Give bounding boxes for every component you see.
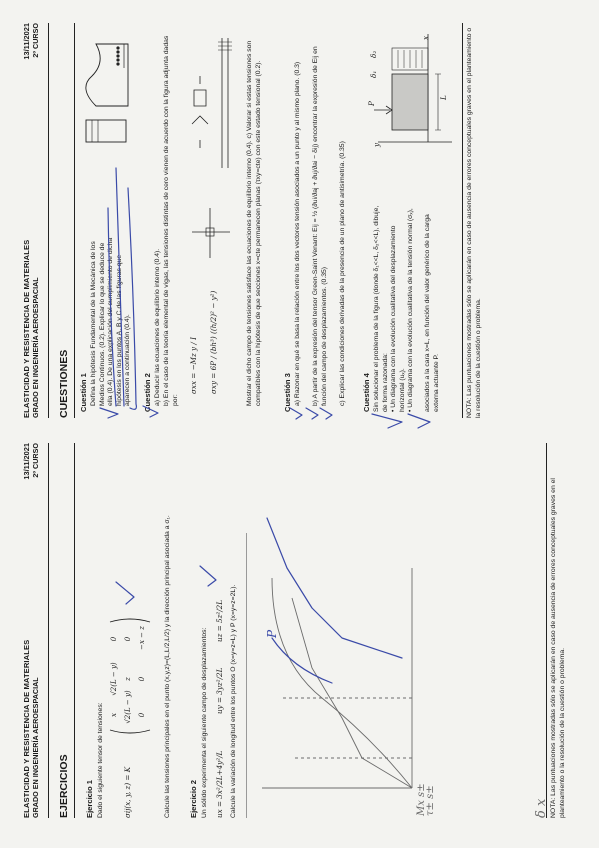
block-load-figure [368,30,458,150]
exercise-1-question: Calcule las tensiones principales en el punto (x,y,z)=(L,L/2,L/2) y la dirección principal asociada a σ₁. [164,515,171,818]
sigma-xy-equation: σxy = 6P / (bh³) ((h/2)² − y²) [209,290,218,394]
question-4-body [373,162,441,412]
question-2-b: b) En el caso de la teoría elemental de vigas, las tensiones distintas de cero vienen de acuerdo con la figura adjunta dadas por: [163,35,179,406]
matrix-cell: 0 [110,636,118,642]
question-1-line: Defina la hipótesis Fundamental de la Mecánica de los [90,241,97,406]
medium-figure [78,33,143,148]
fig-delta-2-label: δ₂ [369,50,378,58]
pen-annotations [252,478,422,818]
question-1-line: hipótesis en los puntos A, B y C de las figuras que [115,254,123,406]
question-1-line: aparecen a continuación (0.4). [124,314,132,406]
question-3-a: a) Razonar en qué se basa la relación entre los dos vectores tensión asociados a un punto y al mismo plano. (0.3) [294,61,301,406]
question-2-title: Cuestión 2 [143,373,152,412]
exam-date: 13/11/2021 [22,23,31,60]
matrix-cell: z [124,677,132,681]
footer-note: NOTA: Las puntuaciones mostradas sólo se aplicarán en caso de ausencia de errores conceptuales graves en el planteamiento o la resolución de la cuestión o problema. [550,478,566,818]
displacement-ux: ux = 3x²/2L+4y²/L [215,750,224,818]
question-1-line: ella (0.4). De una explicación del cumplimiento de dicha [107,237,115,406]
exercise-2-question: Calcule la variación de longitud entre los puntos O (x=y=z=L) y P (x=y=z=2L). [230,584,237,818]
exercise-2-intro: Un sólido experimenta el siguiente campo de desplazamientos: [201,627,208,818]
course-year: 2º CURSO [31,443,40,478]
matrix-cell: 0 [124,636,132,642]
header-divider [48,23,49,418]
question-4-line: Sin solucionar el problema de la figura (donde δ₁<<L, δ₂<<L), dibuje, [373,205,380,412]
question-3-title: Cuestión 3 [283,373,292,412]
question-3-c: c) Explicar las condiciones derivadas de la presencia de un plano de antisimetría. (0.35) [339,141,346,406]
check-mark-icon [142,404,162,418]
matrix-cell: √2(L − y) [110,662,118,696]
exercise-2-title: Ejercicio 2 [189,780,198,818]
footer-note: NOTA: Las puntuaciones mostradas sólo se aplicarán en caso de ausencia de errores conceptuales graves en el planteamiento o la resolución de la cuestión o problema. [466,27,482,418]
matrix-cell: −x − z [138,626,146,650]
question-4-line: externa actuante P. [432,353,440,412]
answer-divider [246,533,247,818]
displacement-uy: uy = 3yz²/2L [215,667,224,714]
fig-y-axis-label: y [372,142,381,147]
page-header [18,23,50,418]
pen-underline-annotations [78,158,138,418]
degree-subtitle: GRADO EN INGENIERÍA AEROESPACIAL [31,277,40,418]
section-title: EJERCICIOS [58,754,70,818]
question-4-line: de forma razonada: [381,353,389,412]
exam-date: 13/11/2021 [22,443,31,480]
matrix-cell: 0 [138,676,146,682]
handwritten-side-note: Mx s± τ± s± [416,783,436,816]
fig-x-axis-label: x [421,35,430,40]
exercise-1-intro: Dado el siguiente tensor de tensiones: [97,702,104,818]
degree-subtitle: GRADO EN INGENIERÍA AEROESPACIAL [31,677,40,818]
spacer [416,162,424,412]
course-title: ELASTICIDAD Y RESISTENCIA DE MATERIALES [22,239,31,418]
question-2-c: Mostrar el dicho campo de tensiones satisface las ecuaciones de equilibrio interno (0.4). c) Valorar si estas tensiones son compatibles con la hipótesis de que secciones x=cte permanecen planas (τxy=cte) con este estado tensional (0.2). [246,40,262,406]
question-4-line: • Un diagrama con la evolución cualitativa del desplazamiento [390,225,398,412]
question-1-title: Cuestión 1 [79,373,88,412]
question-1-line: Medios Continuos. (0.2). Explicar lo que se deduce de [98,242,106,406]
course-title: ELASTICIDAD Y RESISTENCIA DE MATERIALES [22,639,31,818]
beam-figure [182,33,242,268]
fig-length-label: L [439,95,448,100]
pen-margin-marks [368,410,438,430]
question-2-a: a) Deducir las ecuaciones de equilibrio interno (0.4). [154,248,161,406]
section-divider [74,443,75,818]
check-mark-icon [198,564,220,588]
check-mark-icon [114,580,138,606]
fig-delta-1-label: δ₁ [369,70,378,78]
handwritten-p-label: P [265,629,279,638]
question-3-b: b) A partir de la expresión del tensor Green-Saint Venant: Eij = ½ (∂ui/∂aj + ∂uj/∂ai − δij) encontrar la expresión de Eij en función del campo de desplazamientos. (0.35) [312,46,328,406]
exercise-1-title: Ejercicio 1 [85,780,94,818]
question-4-line: horizontal (uₓ). [398,368,406,412]
sigma-xx-equation: σxx = −Mz y / I [189,337,198,394]
handwritten-bottom-note: δ x [534,798,549,818]
stress-tensor-lhs: σij(x, y, z) = K [123,766,132,818]
page-header [18,443,50,818]
footer-divider [546,443,547,818]
section-title: CUESTIONES [58,349,70,418]
matrix-cell: √2(L − y) [124,690,132,724]
footer-divider [462,23,463,418]
fig-load-label: P [367,101,376,106]
header-divider [48,443,49,818]
section-divider [74,23,75,418]
question-4-line: • Un diagrama con la evolución cualitativa de la tensión normal (σₓ), [407,208,415,412]
displacement-uz: uz = 5z²/2L [215,599,224,642]
check-mark-icon [288,404,332,420]
question-4-title: Cuestión 4 [362,373,371,412]
course-year: 2º CURSO [31,23,40,58]
question-4-line: asociados a la cara x=L, en función del valor genérico de la carga [423,214,431,412]
cuestiones-page [18,23,583,418]
matrix-cell: 0 [138,712,146,718]
ejercicios-page [18,443,583,818]
matrix-cell: x [110,713,118,717]
